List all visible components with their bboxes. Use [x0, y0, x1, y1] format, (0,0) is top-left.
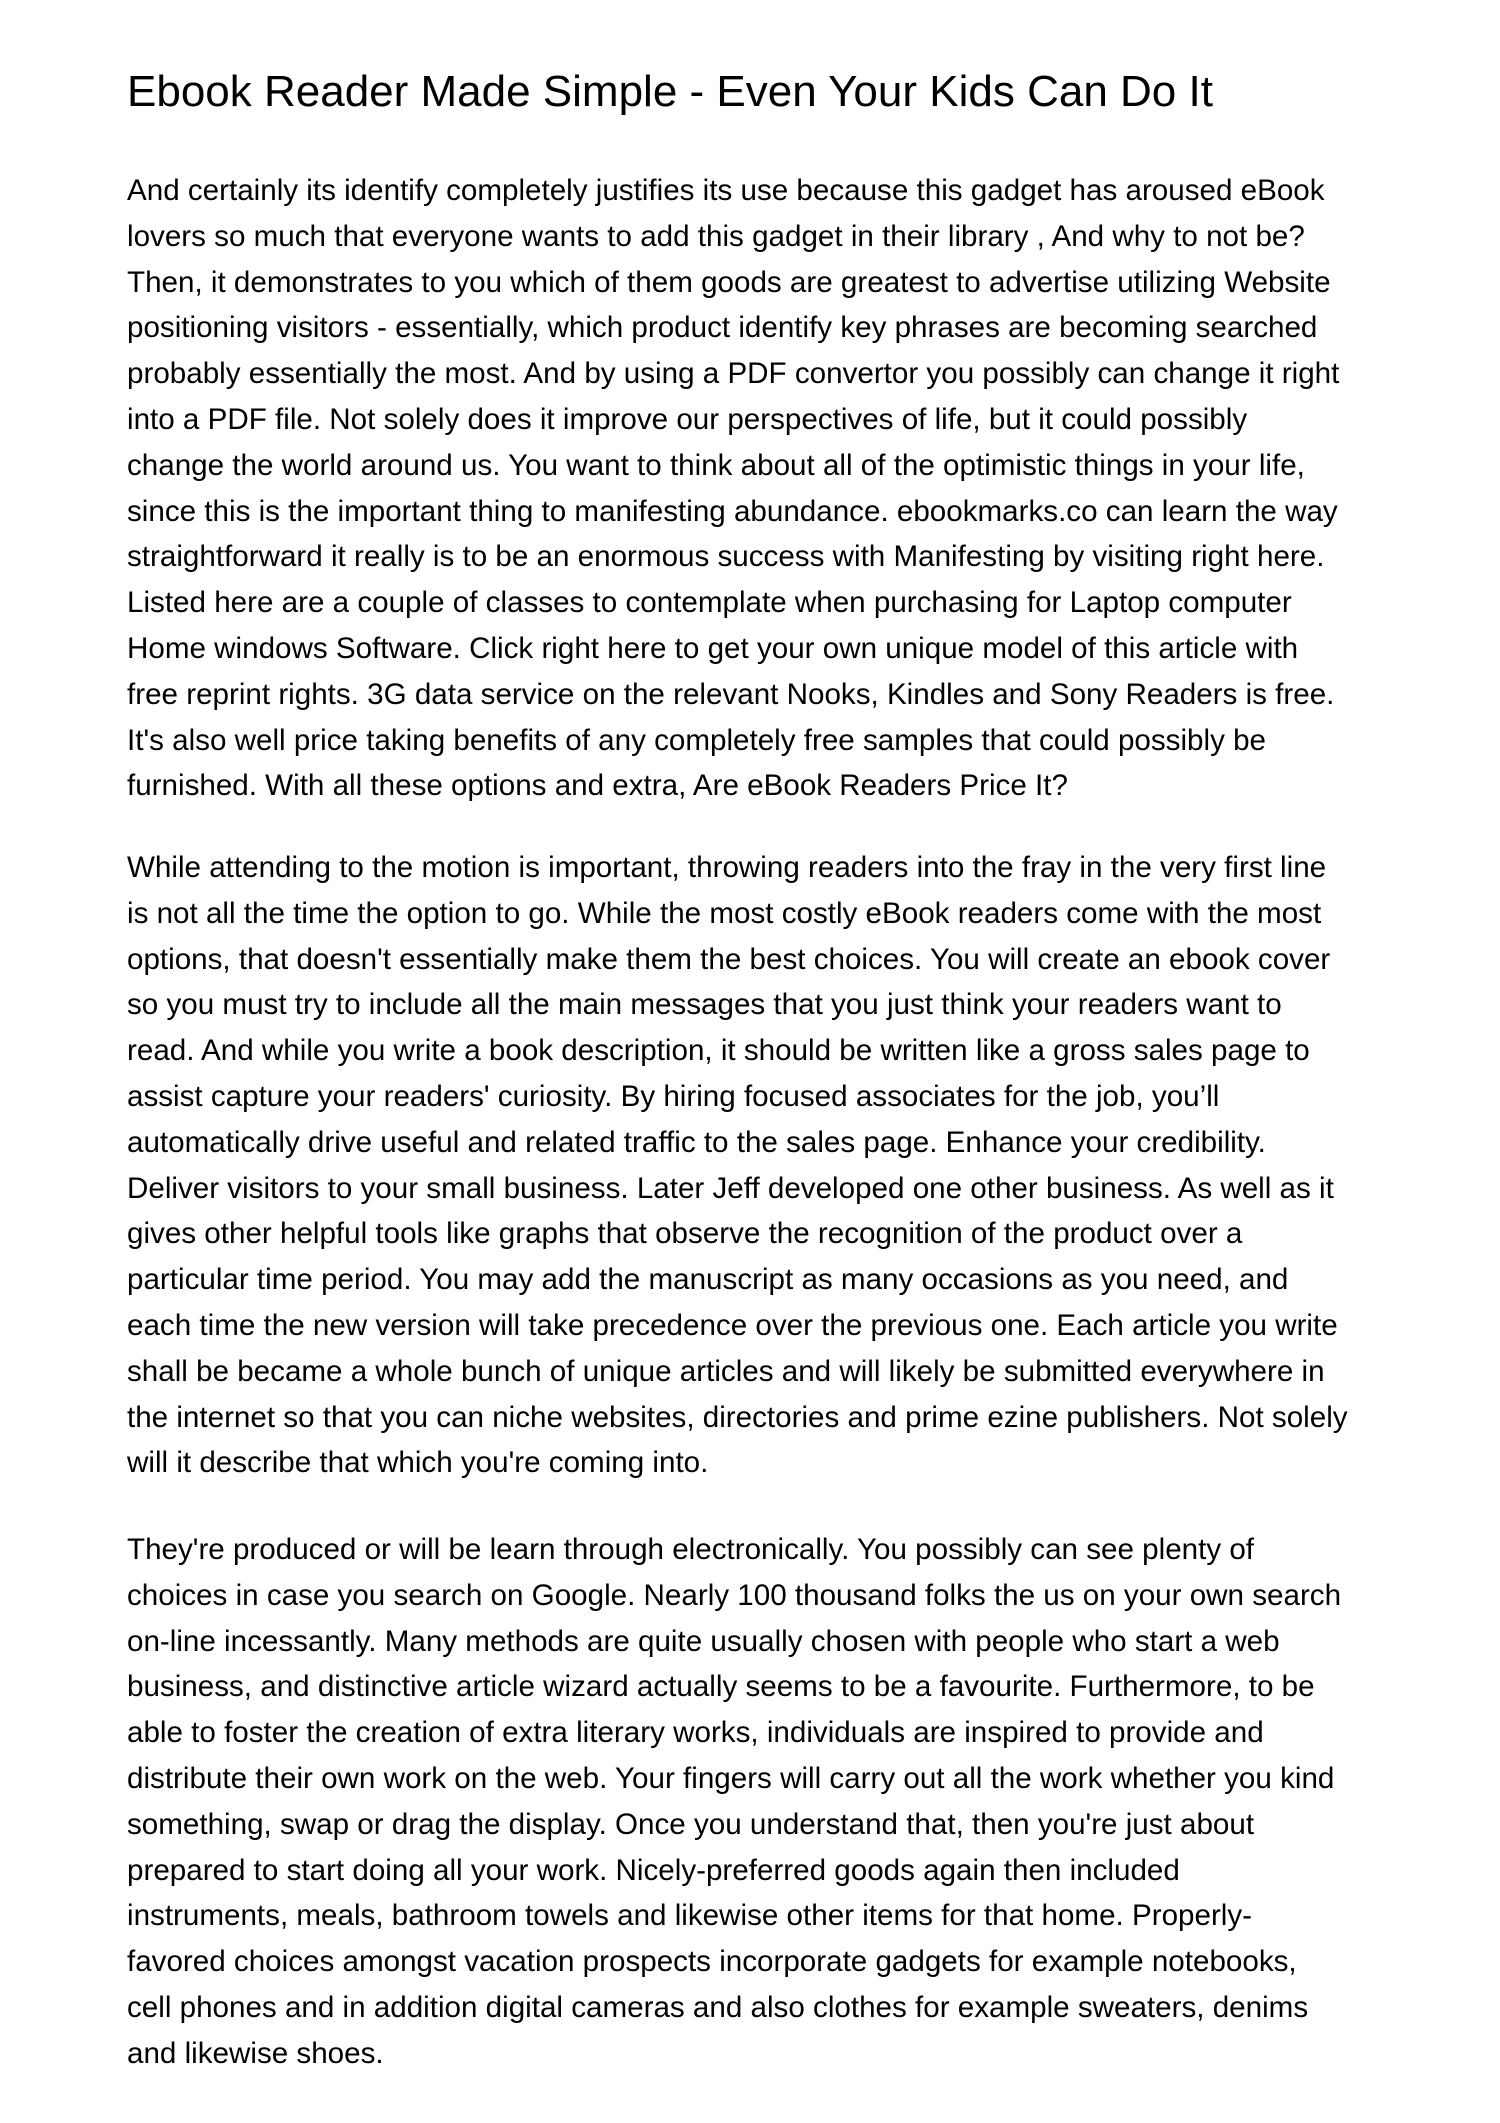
text-line: Then, it demonstrates to you which of them goods are greatest to advertise utilizing Website — [127, 265, 1331, 299]
text-line: will it describe that which you're coming into. — [127, 1446, 709, 1480]
text-line: the internet so that you can niche websites, directories and prime ezine publishers. Not solely — [127, 1400, 1348, 1434]
text-line: lovers so much that everyone wants to add this gadget in their library , And why to not be? — [127, 219, 1305, 253]
text-line: prepared to start doing all your work. Nicely-preferred goods again then included — [127, 1853, 1180, 1887]
text-line: instruments, meals, bathroom towels and likewise other items for that home. Properly- — [127, 1899, 1253, 1933]
text-line: each time the new version will take precedence over the previous one. Each article you write — [127, 1308, 1338, 1342]
paragraph-1 — [127, 168, 1339, 809]
text-line: able to foster the creation of extra literary works, individuals are inspired to provide and — [127, 1716, 1264, 1750]
text-line: choices in case you search on Google. Nearly 100 thousand folks the us on your own search — [127, 1578, 1342, 1612]
text-line: cell phones and in addition digital cameras and also clothes for example sweaters, denims — [127, 1990, 1309, 2024]
text-line: particular time period. You may add the manuscript as many occasions as you need, and — [127, 1263, 1289, 1297]
text-line: Deliver visitors to your small business. Later Jeff developed one other business. As well as it — [127, 1171, 1334, 1205]
text-line: something, swap or drag the display. Once you understand that, then you're just about — [127, 1807, 1255, 1841]
text-line: shall be became a whole bunch of unique articles and will likely be submitted everywhere in — [127, 1354, 1325, 1388]
text-line: While attending to the motion is important, throwing readers into the fray in the very first line — [127, 851, 1327, 884]
text-line: since this is the important thing to manifesting abundance. ebookmarks.co can learn the way — [127, 494, 1338, 528]
document-title: Ebook Reader Made Simple - Even Your Kids Can Do It — [127, 67, 1213, 116]
text-line: distribute their own work on the web. Your fingers will carry out all the work whether you kind — [127, 1761, 1335, 1795]
text-line: straightforward it really is to be an enormous success with Manifesting by visiting right here. — [127, 540, 1325, 574]
text-line: It's also well price taking benefits of any completely free samples that could possibly be — [127, 723, 1267, 757]
text-line: assist capture your readers' curiosity. By hiring focused associates for the job, you’ll — [127, 1079, 1220, 1113]
text-line: probably essentially the most. And by using a PDF convertor you possibly can change it right — [127, 357, 1340, 391]
text-line: into a PDF file. Not solely does it improve our perspectives of life, but it could possibly — [127, 402, 1248, 436]
text-line: They're produced or will be learn through electronically. You possibly can see plenty of — [127, 1533, 1255, 1566]
text-line: is not all the time the option to go. While the most costly eBook readers come with the most — [127, 896, 1322, 930]
text-line: change the world around us. You want to think about all of the optimistic things in your life, — [127, 448, 1305, 482]
text-line: gives other helpful tools like graphs that observe the recognition of the product over a — [127, 1217, 1243, 1251]
text-line: automatically drive useful and related traffic to the sales page. Enhance your credibility. — [127, 1125, 1266, 1159]
paragraph-2 — [127, 845, 1348, 1486]
text-line: Listed here are a couple of classes to contemplate when purchasing for Laptop computer — [127, 586, 1292, 620]
text-line: and likewise shoes. — [127, 2036, 384, 2070]
text-line: business, and distinctive article wizard actually seems to be a favourite. Furthermore, to be — [127, 1670, 1315, 1704]
text-line: so you must try to include all the main messages that you just think your readers want to — [127, 988, 1282, 1022]
text-line: on-line incessantly. Many methods are quite usually chosen with people who start a web — [127, 1624, 1280, 1658]
text-line: favored choices amongst vacation prospects incorporate gadgets for example notebooks, — [127, 1945, 1297, 1979]
text-line: And certainly its identify completely justifies its use because this gadget has aroused eBook — [127, 174, 1325, 207]
text-line: positioning visitors - essentially, which product identify key phrases are becoming searched — [127, 311, 1318, 345]
text-line: options, that doesn't essentially make them the best choices. You will create an ebook cover — [127, 942, 1331, 976]
text-line: read. And while you write a book description, it should be written like a gross sales page to — [127, 1034, 1310, 1068]
paragraph-3 — [127, 1527, 1341, 2077]
text-line: furnished. With all these options and extra, Are eBook Readers Price It? — [127, 769, 1068, 803]
text-line: free reprint rights. 3G data service on the relevant Nooks, Kindles and Sony Readers is free. — [127, 677, 1335, 711]
text-line: Home windows Software. Click right here to get your own unique model of this article with — [127, 631, 1299, 665]
